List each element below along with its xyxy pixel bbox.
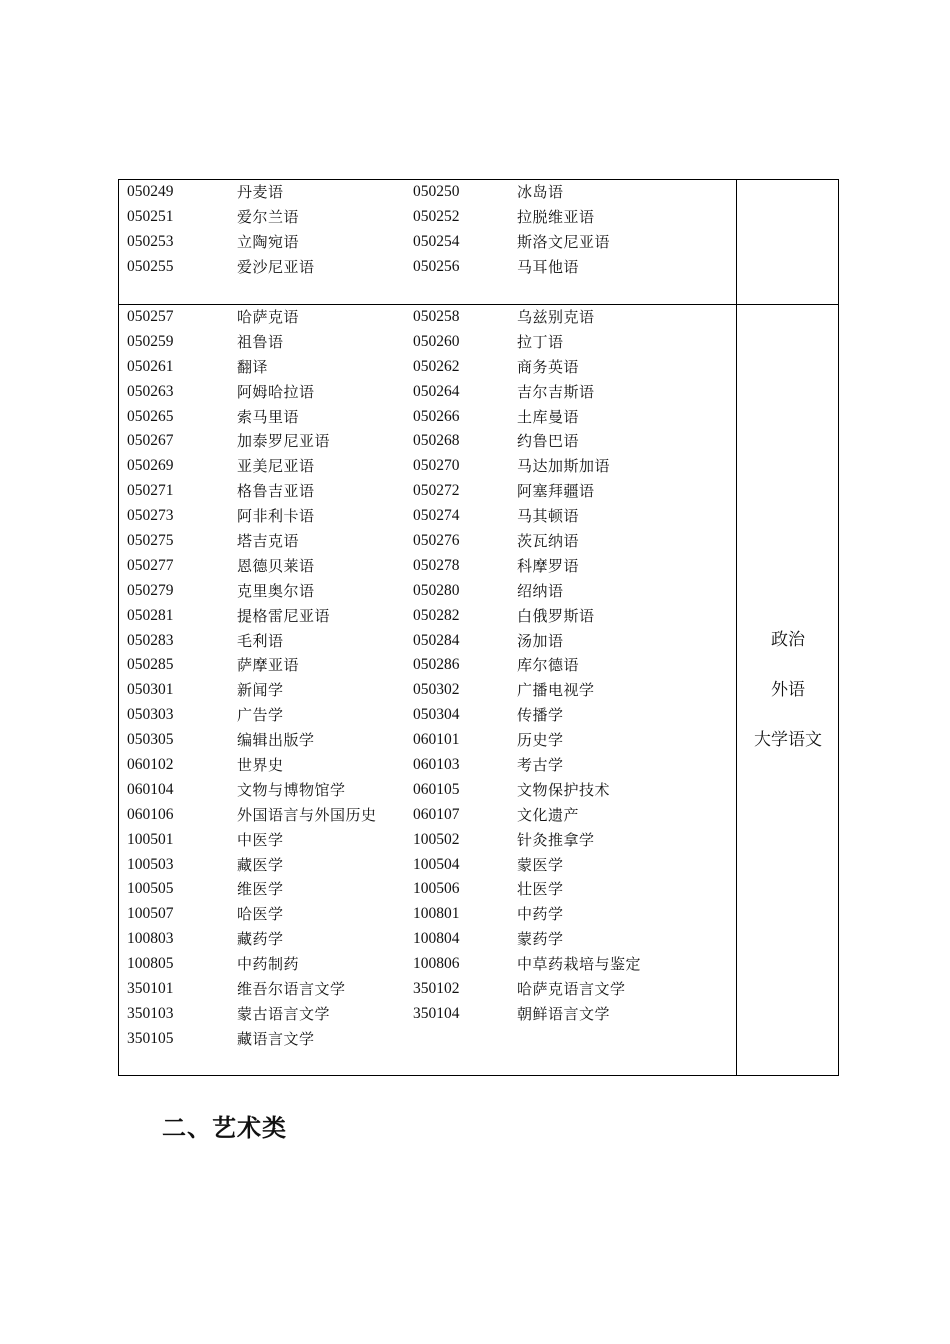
major-code: 100804	[413, 930, 460, 948]
major-name: 藏医学	[237, 855, 284, 874]
table-row	[119, 305, 736, 330]
major-code: 050250	[413, 183, 460, 200]
major-code: 100501	[127, 830, 174, 848]
major-name: 马耳他语	[517, 257, 580, 276]
major-code: 050267	[127, 432, 174, 450]
major-code: 100502	[413, 830, 460, 848]
major-name: 库尔德语	[517, 656, 580, 675]
table-row	[119, 902, 736, 927]
major-code: 050259	[127, 332, 174, 350]
major-name: 科摩罗语	[517, 556, 580, 575]
major-name: 丹麦语	[237, 183, 284, 201]
major-name: 阿非利卡语	[237, 507, 315, 526]
exam-subjects	[737, 628, 839, 778]
major-code: 100801	[413, 905, 460, 923]
table-row	[119, 728, 736, 753]
table-row	[119, 479, 736, 504]
table-row	[119, 828, 736, 853]
major-code: 100803	[127, 930, 174, 948]
major-name: 格鲁吉亚语	[237, 482, 315, 501]
major-code: 050304	[413, 706, 460, 724]
major-name: 新闻学	[237, 681, 284, 700]
table-row	[119, 877, 736, 902]
table-row	[119, 330, 736, 355]
table-row	[119, 504, 736, 529]
major-name: 阿塞拜疆语	[517, 482, 595, 501]
major-code: 050254	[413, 232, 460, 250]
major-name: 斯洛文尼亚语	[517, 232, 611, 251]
major-code: 100506	[413, 880, 460, 898]
major-code: 050275	[127, 532, 174, 550]
major-code: 060103	[413, 756, 460, 774]
major-code: 050273	[127, 507, 174, 525]
major-name: 冰岛语	[517, 183, 564, 201]
major-name: 文物与博物馆学	[237, 780, 346, 799]
table-row	[119, 604, 736, 629]
major-code: 050305	[127, 731, 174, 749]
major-name: 世界史	[237, 756, 284, 775]
major-code: 050303	[127, 706, 174, 724]
table-row	[119, 977, 736, 1002]
major-code: 050280	[413, 581, 460, 599]
major-name: 乌兹别克语	[517, 308, 595, 326]
major-code: 050261	[127, 357, 174, 375]
major-name: 马达加斯加语	[517, 457, 611, 476]
major-code: 050281	[127, 606, 174, 624]
table-row	[119, 579, 736, 604]
major-code: 050270	[413, 457, 460, 475]
major-name: 传播学	[517, 706, 564, 725]
major-name: 外国语言与外国历史	[237, 805, 377, 824]
table-row	[119, 678, 736, 703]
major-code: 050251	[127, 207, 174, 225]
major-name: 绍纳语	[517, 581, 564, 600]
major-code: 050255	[127, 257, 174, 275]
major-name: 塔吉克语	[237, 532, 300, 551]
major-name: 哈萨克语言文学	[517, 980, 626, 999]
major-name: 中医学	[237, 830, 284, 849]
major-code: 050277	[127, 556, 174, 574]
major-code: 100503	[127, 855, 174, 873]
major-code: 050264	[413, 382, 460, 400]
major-code: 050286	[413, 656, 460, 674]
subject-politics: 政治	[771, 630, 805, 650]
major-name: 立陶宛语	[237, 232, 300, 251]
major-name: 朝鲜语言文学	[517, 1004, 611, 1023]
major-name: 翻译	[237, 357, 269, 376]
major-name: 藏语言文学	[237, 1029, 315, 1048]
major-code: 050252	[413, 207, 460, 225]
major-name: 亚美尼亚语	[237, 457, 315, 476]
major-code: 060104	[127, 780, 174, 798]
major-name: 壮医学	[517, 880, 564, 899]
major-code: 050269	[127, 457, 174, 475]
major-name: 恩德贝莱语	[237, 556, 315, 575]
table-row	[119, 355, 736, 380]
table-row	[119, 629, 736, 654]
table-block-2	[119, 305, 736, 1052]
major-code: 350105	[127, 1029, 174, 1047]
major-name: 蒙古语言文学	[237, 1004, 331, 1023]
table-block-1	[119, 180, 736, 280]
section-heading: 二、艺术类	[162, 1114, 287, 1142]
major-name: 茨瓦纳语	[517, 532, 580, 551]
major-code: 350104	[413, 1004, 460, 1022]
table-row	[119, 380, 736, 405]
table-row	[119, 429, 736, 454]
table-row	[119, 1002, 736, 1027]
major-name: 蒙医学	[517, 855, 564, 874]
major-name: 中药制药	[237, 955, 300, 974]
table-row	[119, 230, 736, 255]
table-row	[119, 454, 736, 479]
major-name: 广播电视学	[517, 681, 595, 700]
major-code: 050262	[413, 357, 460, 375]
major-name: 历史学	[517, 731, 564, 750]
major-name: 中药学	[517, 905, 564, 924]
major-code: 050271	[127, 482, 174, 500]
table-row	[119, 529, 736, 554]
major-name: 毛利语	[237, 631, 284, 650]
major-code: 050268	[413, 432, 460, 450]
major-name: 克里奥尔语	[237, 581, 315, 600]
major-code: 050260	[413, 332, 460, 350]
table-row	[119, 255, 736, 280]
major-code: 050284	[413, 631, 460, 649]
subject-college-chinese: 大学语文	[754, 730, 822, 750]
major-name: 爱沙尼亚语	[237, 257, 315, 276]
major-code: 050279	[127, 581, 174, 599]
major-name: 吉尔吉斯语	[517, 382, 595, 401]
table-row	[119, 803, 736, 828]
major-name: 索马里语	[237, 407, 300, 426]
major-code: 050256	[413, 257, 460, 275]
table-row	[119, 180, 736, 205]
major-name: 土库曼语	[517, 407, 580, 426]
major-code: 050285	[127, 656, 174, 674]
major-code: 100806	[413, 955, 460, 973]
table-row	[119, 205, 736, 230]
table-row	[119, 952, 736, 977]
table-row	[119, 778, 736, 803]
major-name: 哈萨克语	[237, 308, 300, 326]
major-code: 060102	[127, 756, 174, 774]
major-name: 提格雷尼亚语	[237, 606, 331, 625]
major-code: 050272	[413, 482, 460, 500]
major-name: 中草药栽培与鉴定	[517, 955, 642, 974]
major-name: 广告学	[237, 706, 284, 725]
major-code: 050265	[127, 407, 174, 425]
major-code: 050276	[413, 532, 460, 550]
subject-foreign-language: 外语	[771, 680, 805, 700]
major-name: 马其顿语	[517, 507, 580, 526]
major-name: 维吾尔语言文学	[237, 980, 346, 999]
major-name: 白俄罗斯语	[517, 606, 595, 625]
major-name: 拉丁语	[517, 332, 564, 351]
major-code: 100805	[127, 955, 174, 973]
major-code: 060101	[413, 731, 460, 749]
major-name: 文化遗产	[517, 805, 580, 824]
table-row	[119, 703, 736, 728]
table-row	[119, 927, 736, 952]
major-code: 050263	[127, 382, 174, 400]
major-name: 拉脱维亚语	[517, 207, 595, 226]
major-code: 100507	[127, 905, 174, 923]
major-name: 蒙药学	[517, 930, 564, 949]
major-name: 藏药学	[237, 930, 284, 949]
major-name: 维医学	[237, 880, 284, 899]
major-name: 文物保护技术	[517, 780, 611, 799]
major-code: 060105	[413, 780, 460, 798]
major-code: 050249	[127, 183, 174, 200]
major-code: 350102	[413, 980, 460, 998]
major-code: 050282	[413, 606, 460, 624]
table-row	[119, 554, 736, 579]
major-code: 050278	[413, 556, 460, 574]
major-code: 350101	[127, 980, 174, 998]
major-code: 060107	[413, 805, 460, 823]
major-code: 050301	[127, 681, 174, 699]
major-code: 050274	[413, 507, 460, 525]
major-name: 加泰罗尼亚语	[237, 432, 331, 451]
major-code: 060106	[127, 805, 174, 823]
major-name: 爱尔兰语	[237, 207, 300, 226]
major-code: 050283	[127, 631, 174, 649]
major-code: 050257	[127, 308, 174, 325]
major-name: 萨摩亚语	[237, 656, 300, 675]
major-name: 商务英语	[517, 357, 580, 376]
major-code: 050302	[413, 681, 460, 699]
major-name: 考古学	[517, 756, 564, 775]
table-row	[119, 653, 736, 678]
major-name: 汤加语	[517, 631, 564, 650]
major-code: 100505	[127, 880, 174, 898]
major-code: 050253	[127, 232, 174, 250]
table-row	[119, 753, 736, 778]
table-row	[119, 853, 736, 878]
major-name: 针灸推拿学	[517, 830, 595, 849]
table-row	[119, 1027, 736, 1052]
major-code: 050258	[413, 308, 460, 325]
major-name: 哈医学	[237, 905, 284, 924]
major-code: 050266	[413, 407, 460, 425]
major-name: 编辑出版学	[237, 731, 315, 750]
table-row	[119, 405, 736, 430]
major-code: 350103	[127, 1004, 174, 1022]
major-name: 约鲁巴语	[517, 432, 580, 451]
major-name: 阿姆哈拉语	[237, 382, 315, 401]
major-name: 祖鲁语	[237, 332, 284, 351]
majors-table	[118, 179, 839, 1076]
major-code: 100504	[413, 855, 460, 873]
